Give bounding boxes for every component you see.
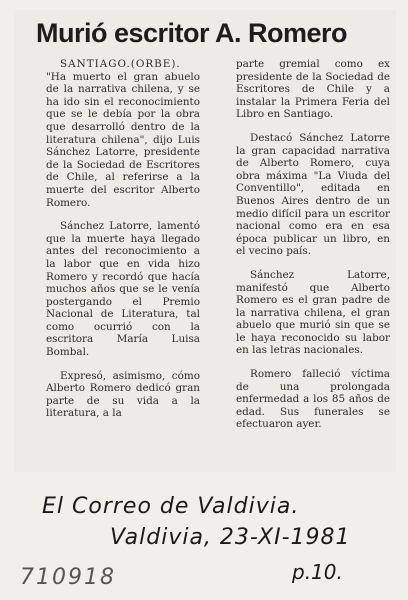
paragraph-text: "Ha muerto el gran abuelo de la narrativa chilena, y se ha ido sin el reconocimiento que se le debía por la obra que desarrolló dentro de la literatura chilena", dijo Luis Sánchez Latorre, presidente de la Sociedad de Escritores de Chile, al referirse a la muerte del escritor Alberto Romero.	[46, 70, 200, 209]
article-headline: Murió escritor A. Romero	[36, 18, 348, 48]
handwritten-page-number: p.10.	[292, 560, 343, 584]
article-paragraph	[46, 58, 200, 209]
handwritten-catalog-number: 710918	[20, 565, 116, 590]
dateline: SANTIAGO.(ORBE).	[60, 58, 181, 70]
article-paragraph: Expresó, asimismo, cómo Alberto Romero dedicó gran parte de su vida a la literatura, a la	[46, 369, 200, 420]
article-paragraph: Romero falleció víctima de una prolongada enfermedad a los 85 años de edad. Sus funerales se efectuaron ayer.	[236, 368, 390, 431]
article-paragraph: Destacó Sánchez Latorre la gran capacidad narrativa de Alberto Romero, cuya obra máxima "La Viuda del Conventillo", editada en Buenos Aires dentro de un medio difícil para un escritor nacional como era en esa época publicar un libro, en el vecino país.	[236, 131, 390, 258]
article-paragraph: Sánchez Latorre, manifestó que Alberto Romero es el gran padre de la narrativa chilena, el gran abuelo que murió sin que se le haya reconocido su labor en las letras nacionales.	[236, 268, 390, 357]
article-column-1	[46, 58, 200, 420]
handwritten-place-date: Valdivia, 23-XI-1981	[110, 525, 351, 550]
article-paragraph: Sánchez Latorre, lamentó que la muerte haya llegado antes del reconocimiento a la labor que en vida hizo Romero y recordó que hacía muchos años que se le venía postergando el Premio Nacional de Literatura, tal como ocurrió con la escritora María Luisa Bombal.	[46, 220, 200, 359]
article-column-2	[236, 58, 390, 431]
handwritten-source: El Correo de Valdivia.	[42, 494, 300, 519]
article-paragraph: parte gremial como ex presidente de la Sociedad de Escritores de Chile y a instalar la Primera Feria del Libro en Santiago.	[236, 58, 390, 121]
